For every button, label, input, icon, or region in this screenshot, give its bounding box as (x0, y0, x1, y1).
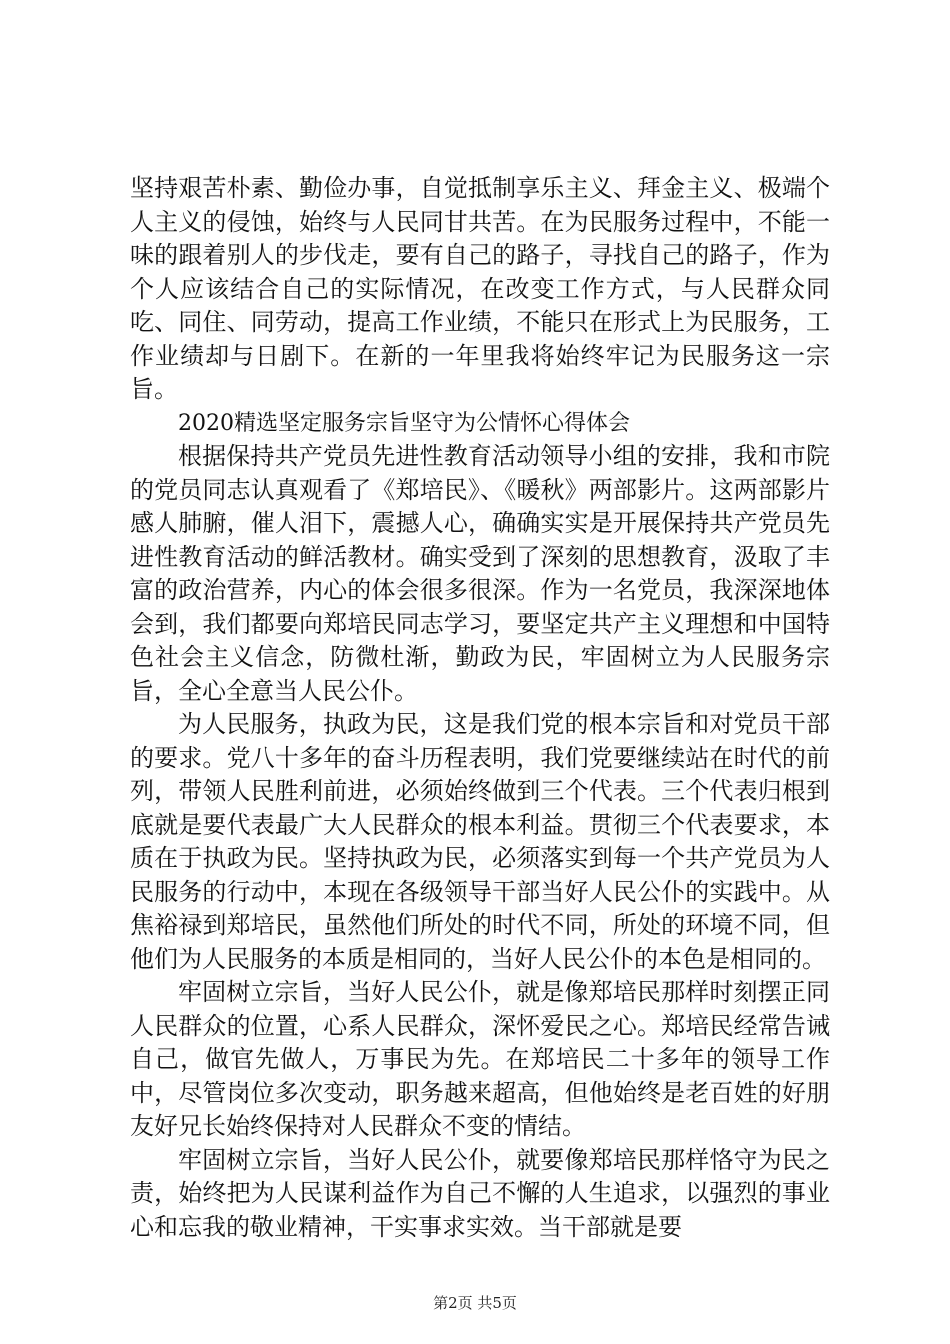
paragraph-serve-people: 为人民服务，执政为民，这是我们党的根本宗旨和对党员干部的要求。党八十多年的奋斗历程表明，我们党要继续站在时代的前列，带领人民胜利前进，必须始终做到三个代表。三个代表归根到底就是要代表最广大人民群众的根本利益。贯彻三个代表要求，本质在于执政为民。坚持执政为民，必须落实到每一个共产党员为人民服务的行动中，本现在各级领导干部当好人民公仆的实践中。从焦裕禄到郑培民，虽然他们所处的时代不同，所处的环境不同，但他们为人民服务的本质是相同的，当好人民公仆的本色是相同的。 (130, 710, 830, 973)
paragraph-intro: 根据保持共产党员先进性教育活动领导小组的安排，我和市院的党员同志认真观看了《郑培民》、《暖秋》两部影片。这两部影片感人肺腑，催人泪下，震撼人心，确确实实是开展保持共产党员先进性教育活动的鲜活教材。确实受到了深刻的思想教育，汲取了丰富的政治营养，内心的体会很多很深。作为一名党员，我深深地体会到，我们都要向郑培民同志学习，要坚定共产主义理想和中国特色社会主义信念，防微杜渐，勤政为民，牢固树立为人民服务宗旨，全心全意当人民公仆。 (130, 442, 830, 705)
paragraph-correct-position: 牢固树立宗旨，当好人民公仆，就是像郑培民那样时刻摆正同人民群众的位置，心系人民群众，深怀爱民之心。郑培民经常告诫自己，做官先做人，万事民为先。在郑培民二十多年的领导工作中，尽管岗位多次变动，职务越来超高，但他始终是老百姓的好朋友好兄长始终保持对人民群众不变的情结。 (130, 978, 830, 1140)
paragraph-continued: 坚持艰苦朴素、勤俭办事，自觉抵制享乐主义、拜金主义、极端个人主义的侵蚀，始终与人民同甘共苦。在为民服务过程中，不能一味的跟着别人的步伐走，要有自己的路子，寻找自己的路子，作为个人应该结合自己的实际情况，在改变工作方式，与人民群众同吃、同住、同劳动，提高工作业绩，不能只在形式上为民服务，工作业绩却与日剧下。在新的一年里我将始终牢记为民服务这一宗旨。 (130, 174, 830, 403)
section-heading: 2020精选坚定服务宗旨坚守为公情怀心得体会 (178, 410, 630, 436)
document-body (130, 172, 830, 1244)
page-footer: 第2页 共5页 (433, 1294, 517, 1312)
paragraph-duty: 牢固树立宗旨，当好人民公仆，就要像郑培民那样恪守为民之责，始终把为人民谋利益作为自己不懈的人生追求，以强烈的事业心和忘我的敬业精神，干实事求实效。当干部就是要 (130, 1145, 830, 1241)
